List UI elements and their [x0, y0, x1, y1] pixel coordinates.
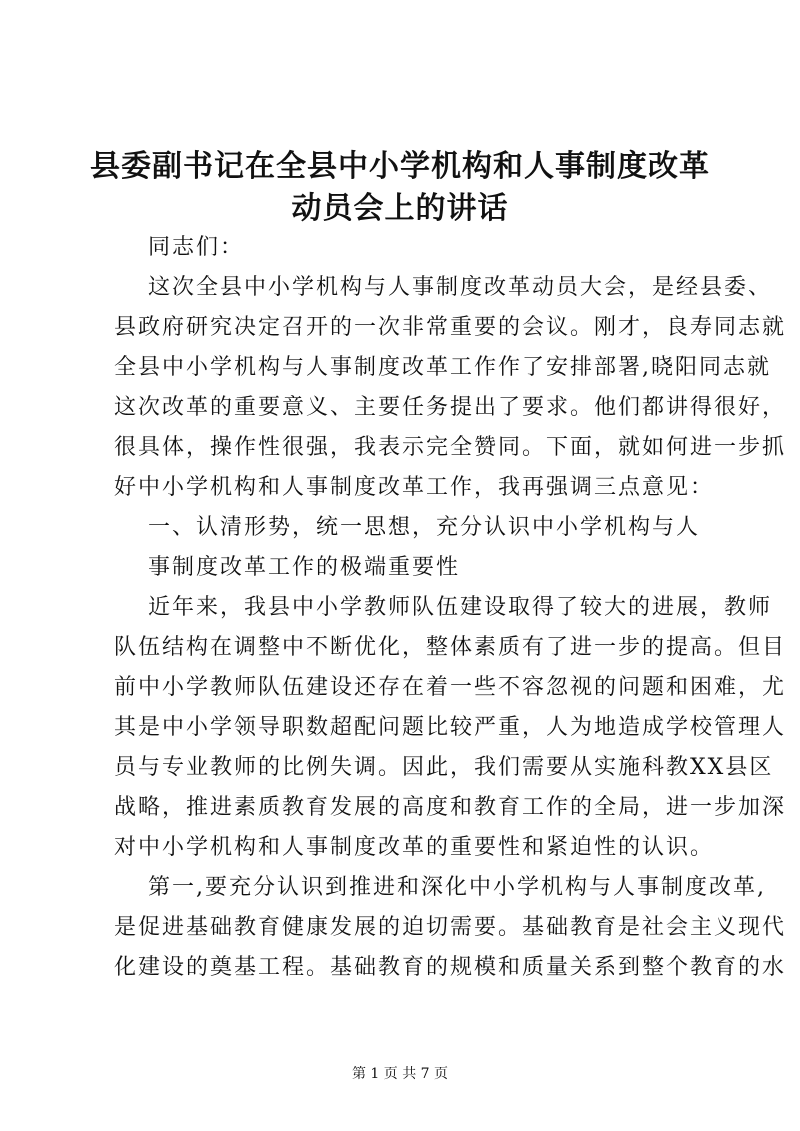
- paragraph-line: 近年来，我县中小学教师队伍建设取得了较大的进展，教师: [148, 595, 773, 620]
- section-heading: 一、认清形势，统一思想，充分认识中小学机构与人: [148, 515, 701, 540]
- paragraph-line: 这次改革的重要意义、主要任务提出了要求。他们都讲得很好，: [114, 395, 787, 420]
- section-heading: 事制度改革工作的极端重要性: [148, 555, 461, 580]
- paragraph-line: 前中小学教师队伍建设还存在着一些不容忽视的问题和困难，尤: [114, 675, 787, 700]
- paragraph-line: 全县中小学机构与人事制度改革工作作了安排部署,晓阳同志就: [114, 355, 771, 380]
- salutation: 同志们：: [148, 235, 245, 260]
- paragraph-line: 第一,要充分认识到推进和深化中小学机构与人事制度改革,: [148, 875, 766, 900]
- paragraph-line: 队伍结构在调整中不断优化，整体素质有了进一步的提高。但目: [114, 635, 787, 660]
- paragraph-line: 员与专业教师的比例失调。因此，我们需要从实施科教XX县区: [114, 755, 774, 780]
- document-title-line-1: 县委副书记在全县中小学机构和人事制度改革: [90, 149, 710, 184]
- paragraph-line: 战略，推进素质教育发展的高度和教育工作的全局，进一步加深: [114, 795, 787, 820]
- paragraph-line: 其是中小学领导职数超配问题比较严重，人为地造成学校管理人: [114, 715, 787, 740]
- paragraph-line: 是促进基础教育健康发展的迫切需要。基础教育是社会主义现代: [114, 915, 787, 940]
- document-title-line-2: 动员会上的讲话: [291, 191, 509, 226]
- paragraph-line: 对中小学机构和人事制度改革的重要性和紧迫性的认识。: [114, 835, 715, 860]
- page-number-footer: 第 1 页 共 7 页: [351, 1066, 449, 1082]
- paragraph-line: 化建设的奠基工程。基础教育的规模和质量关系到整个教育的水: [114, 955, 787, 980]
- paragraph-line: 县政府研究决定召开的一次非常重要的会议。刚才，良寿同志就: [114, 315, 787, 340]
- paragraph-line: 很具体，操作性很强，我表示完全赞同。下面，就如何进一步抓: [114, 435, 787, 460]
- paragraph-line: 好中小学机构和人事制度改革工作，我再强调三点意见：: [114, 475, 715, 500]
- paragraph-line: 这次全县中小学机构与人事制度改革动员大会，是经县委、: [148, 275, 773, 300]
